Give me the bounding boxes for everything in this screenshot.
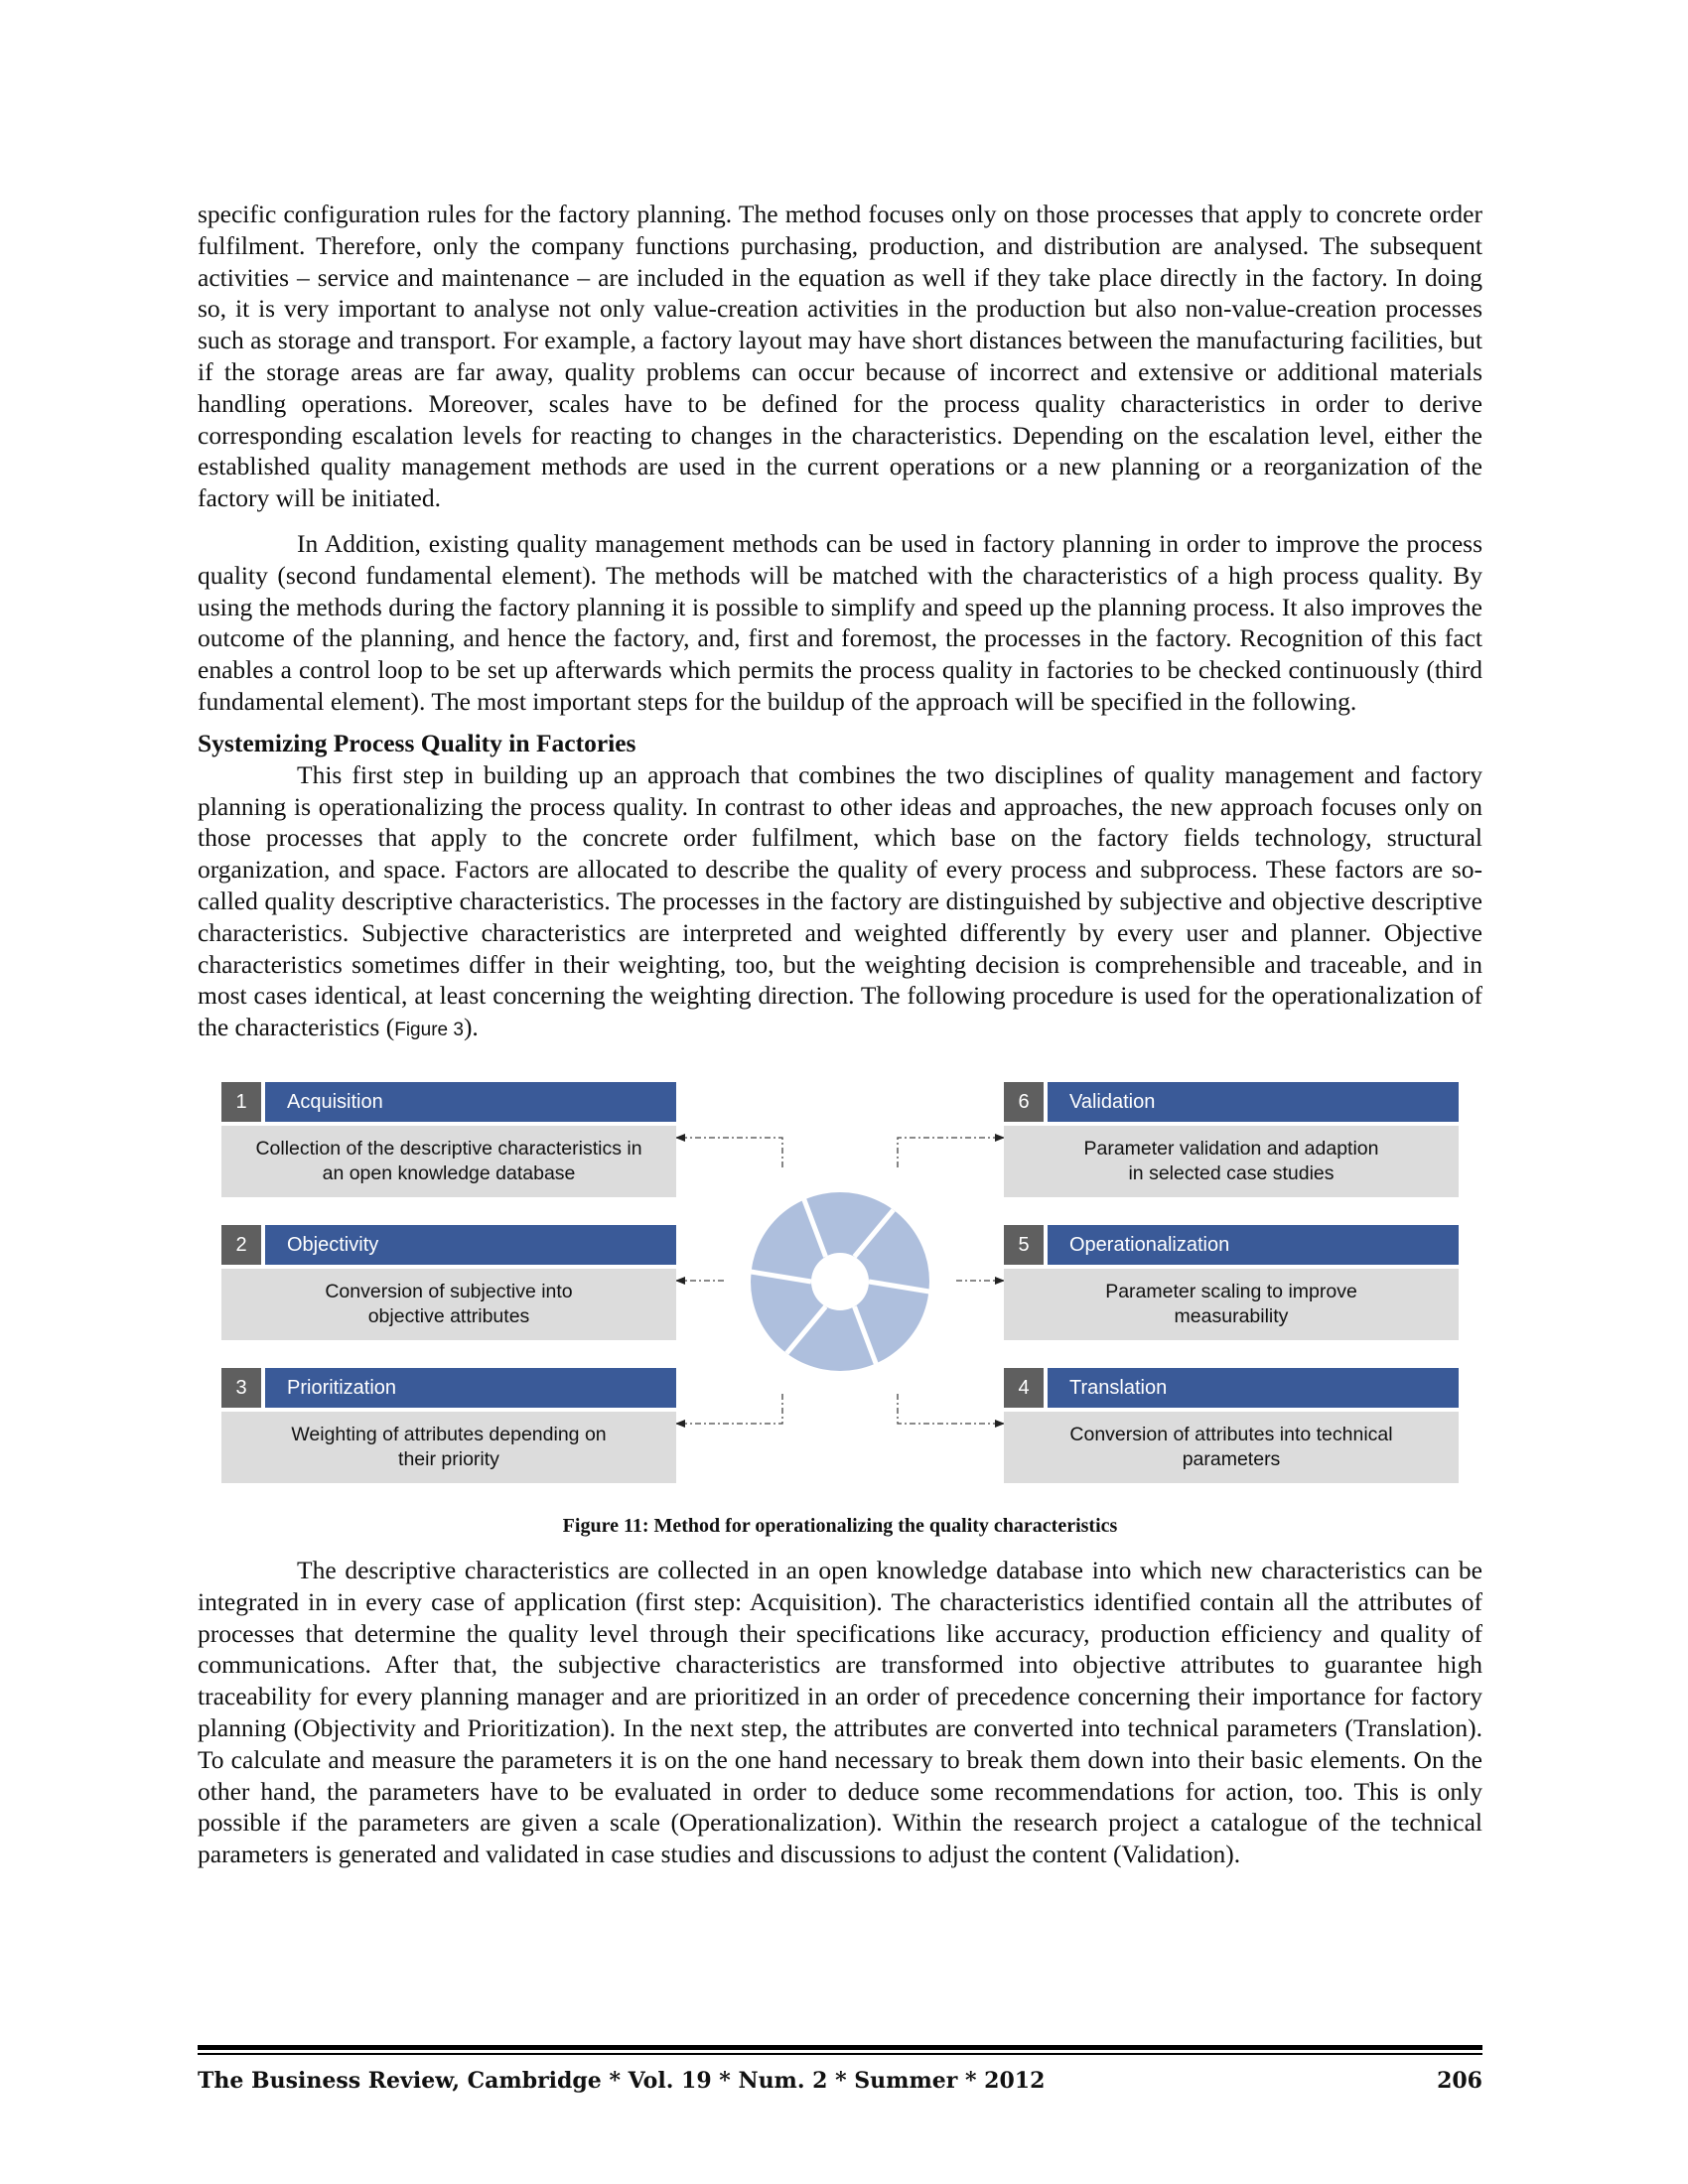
connector-step-3 (676, 1394, 782, 1424)
paragraph-3-end: ). (463, 1013, 479, 1042)
step-1-header (221, 1082, 676, 1122)
process-figure (198, 1082, 1482, 1487)
step-6-header (1004, 1082, 1459, 1122)
step-5-description: Parameter scaling to improve measurability (1004, 1269, 1459, 1340)
page-number: 206 (1437, 2068, 1482, 2094)
paragraph-1: specific configuration rules for the factory planning. The method focuses only on those processes that apply to concrete order fulfilment. Therefore, only the company functions purchasing, production, and distribution are analysed. The subsequent activities – service and maintenance – are included in the equation as well if they take place directly in the factory. In doing so, it is very important to analyse not only value-creation activities in the production but also non-value-creation processes such as storage and transport. For example, a factory layout may have short distances between the manufacturing facilities, but if the storage areas are far away, quality problems can occur because of incorrect and extensive or additional materials handling operations. Moreover, scales have to be defined for the process quality characteristics in order to derive corresponding escalation levels for reacting to changes in the characteristics. Depending on the escalation level, either the established quality management methods are used in the current operations or a new planning or a reorganization of the factory will be initiated. (198, 200, 1482, 513)
step-2-title: Objectivity (265, 1225, 676, 1265)
connector-step-6 (898, 1138, 1004, 1167)
figure-caption: Figure 11: Method for operationalizing the quality characteristics (562, 1514, 1118, 1537)
step-4-description: Conversion of attributes into technical parameters (1004, 1412, 1459, 1483)
footer (198, 2064, 1482, 2098)
cycle-icon (751, 1192, 929, 1371)
section-heading: Systemizing Process Quality in Factories (198, 728, 636, 757)
footer-journal: The Business Review, Cambridge * Vol. 19 * Num. 2 * Summer * 2012 (198, 2068, 1046, 2094)
step-1-description: Collection of the descriptive characteristics in an open knowledge database (221, 1126, 676, 1197)
connector-step-1 (676, 1138, 782, 1167)
step-2-header (221, 1225, 676, 1265)
step-5-number: 5 (1004, 1225, 1044, 1265)
paragraph-3 (198, 759, 1482, 1046)
step-3-title: Prioritization (265, 1368, 676, 1408)
paragraph-3-text: This first step in building up an approach that combines the two disciplines of quality management and factory planning is operationalizing the process quality. In contrast to other ideas and approaches, the new approach focuses only on those processes that apply to the concrete order fulfilment, which base on the factory fields technology, structural organization, and space. Factors are allocated to describe the quality of every process and subprocess. These factors are so-called quality descriptive characteristics. The processes in the factory are distinguished by subjective and objective descriptive characteristics. Subjective characteristics are interpreted and weighted differently by every user and planner. Objective characteristics sometimes differ in their weighting, too, but the weighting decision is comprehensible and traceable, and in most cases identical, at least concerning the weighting direction. The following procedure is used for the operationalization of the characteristics ( (198, 759, 1482, 1042)
connector-step-4 (898, 1394, 1004, 1424)
step-2-number: 2 (221, 1225, 261, 1265)
footer-rule-thick (198, 2045, 1482, 2050)
step-4-header (1004, 1368, 1459, 1408)
step-1-title: Acquisition (265, 1082, 676, 1122)
paragraph-4: The descriptive characteristics are collected in an open knowledge database into which new characteristics can be integrated in in every case of application (first step: Acquisition). The characteristics identified contain all the attributes of processes that determine the quality level through their specifications like accuracy, production efficiency and quality of communications. After that, the subjective characteristics are transformed into objective attributes to guarantee high traceability for every planning manager and are prioritized in an order of precedence concerning their importance for factory planning (Objectivity and Prioritization). In the next step, the attributes are converted into technical parameters (Translation). To calculate and measure the parameters it is on the one hand necessary to break them down into their basic elements. On the other hand, the parameters have to be evaluated in order to deduce some recommendations for action, too. This is only possible if the parameters are given a scale (Operationalization). Within the research project a catalogue of the technical parameters is generated and validated in case studies and discussions to adjust the content (Validation). (198, 1555, 1482, 1869)
paragraph-2: In Addition, existing quality management methods can be used in factory planning in order to improve the process quality (second fundamental element). The methods will be matched with the characteristics of a high process quality. By using the methods during the factory planning it is possible to simplify and speed up the planning process. It also improves the outcome of the planning, and hence the factory, and, first and foremost, the processes in the factory. Recognition of this fact enables a control loop to be set up afterwards which permits the process quality in factories to be checked continuously (third fundamental element). The most important steps for the buildup of the approach will be specified in the following. (198, 528, 1482, 716)
footer-rule-thin (198, 2053, 1482, 2055)
step-5-title: Operationalization (1048, 1225, 1459, 1265)
step-6-description: Parameter validation and adaption in selected case studies (1004, 1126, 1459, 1197)
step-4-number: 4 (1004, 1368, 1044, 1408)
step-3-description: Weighting of attributes depending on their priority (221, 1412, 676, 1483)
step-4-title: Translation (1048, 1368, 1459, 1408)
figure-reference: Figure 3 (394, 1020, 464, 1041)
step-2-description: Conversion of subjective into objective attributes (221, 1269, 676, 1340)
step-3-header (221, 1368, 676, 1408)
step-6-title: Validation (1048, 1082, 1459, 1122)
step-6-number: 6 (1004, 1082, 1044, 1122)
step-3-number: 3 (221, 1368, 261, 1408)
step-5-header (1004, 1225, 1459, 1265)
step-1-number: 1 (221, 1082, 261, 1122)
page-content (198, 199, 1482, 1870)
